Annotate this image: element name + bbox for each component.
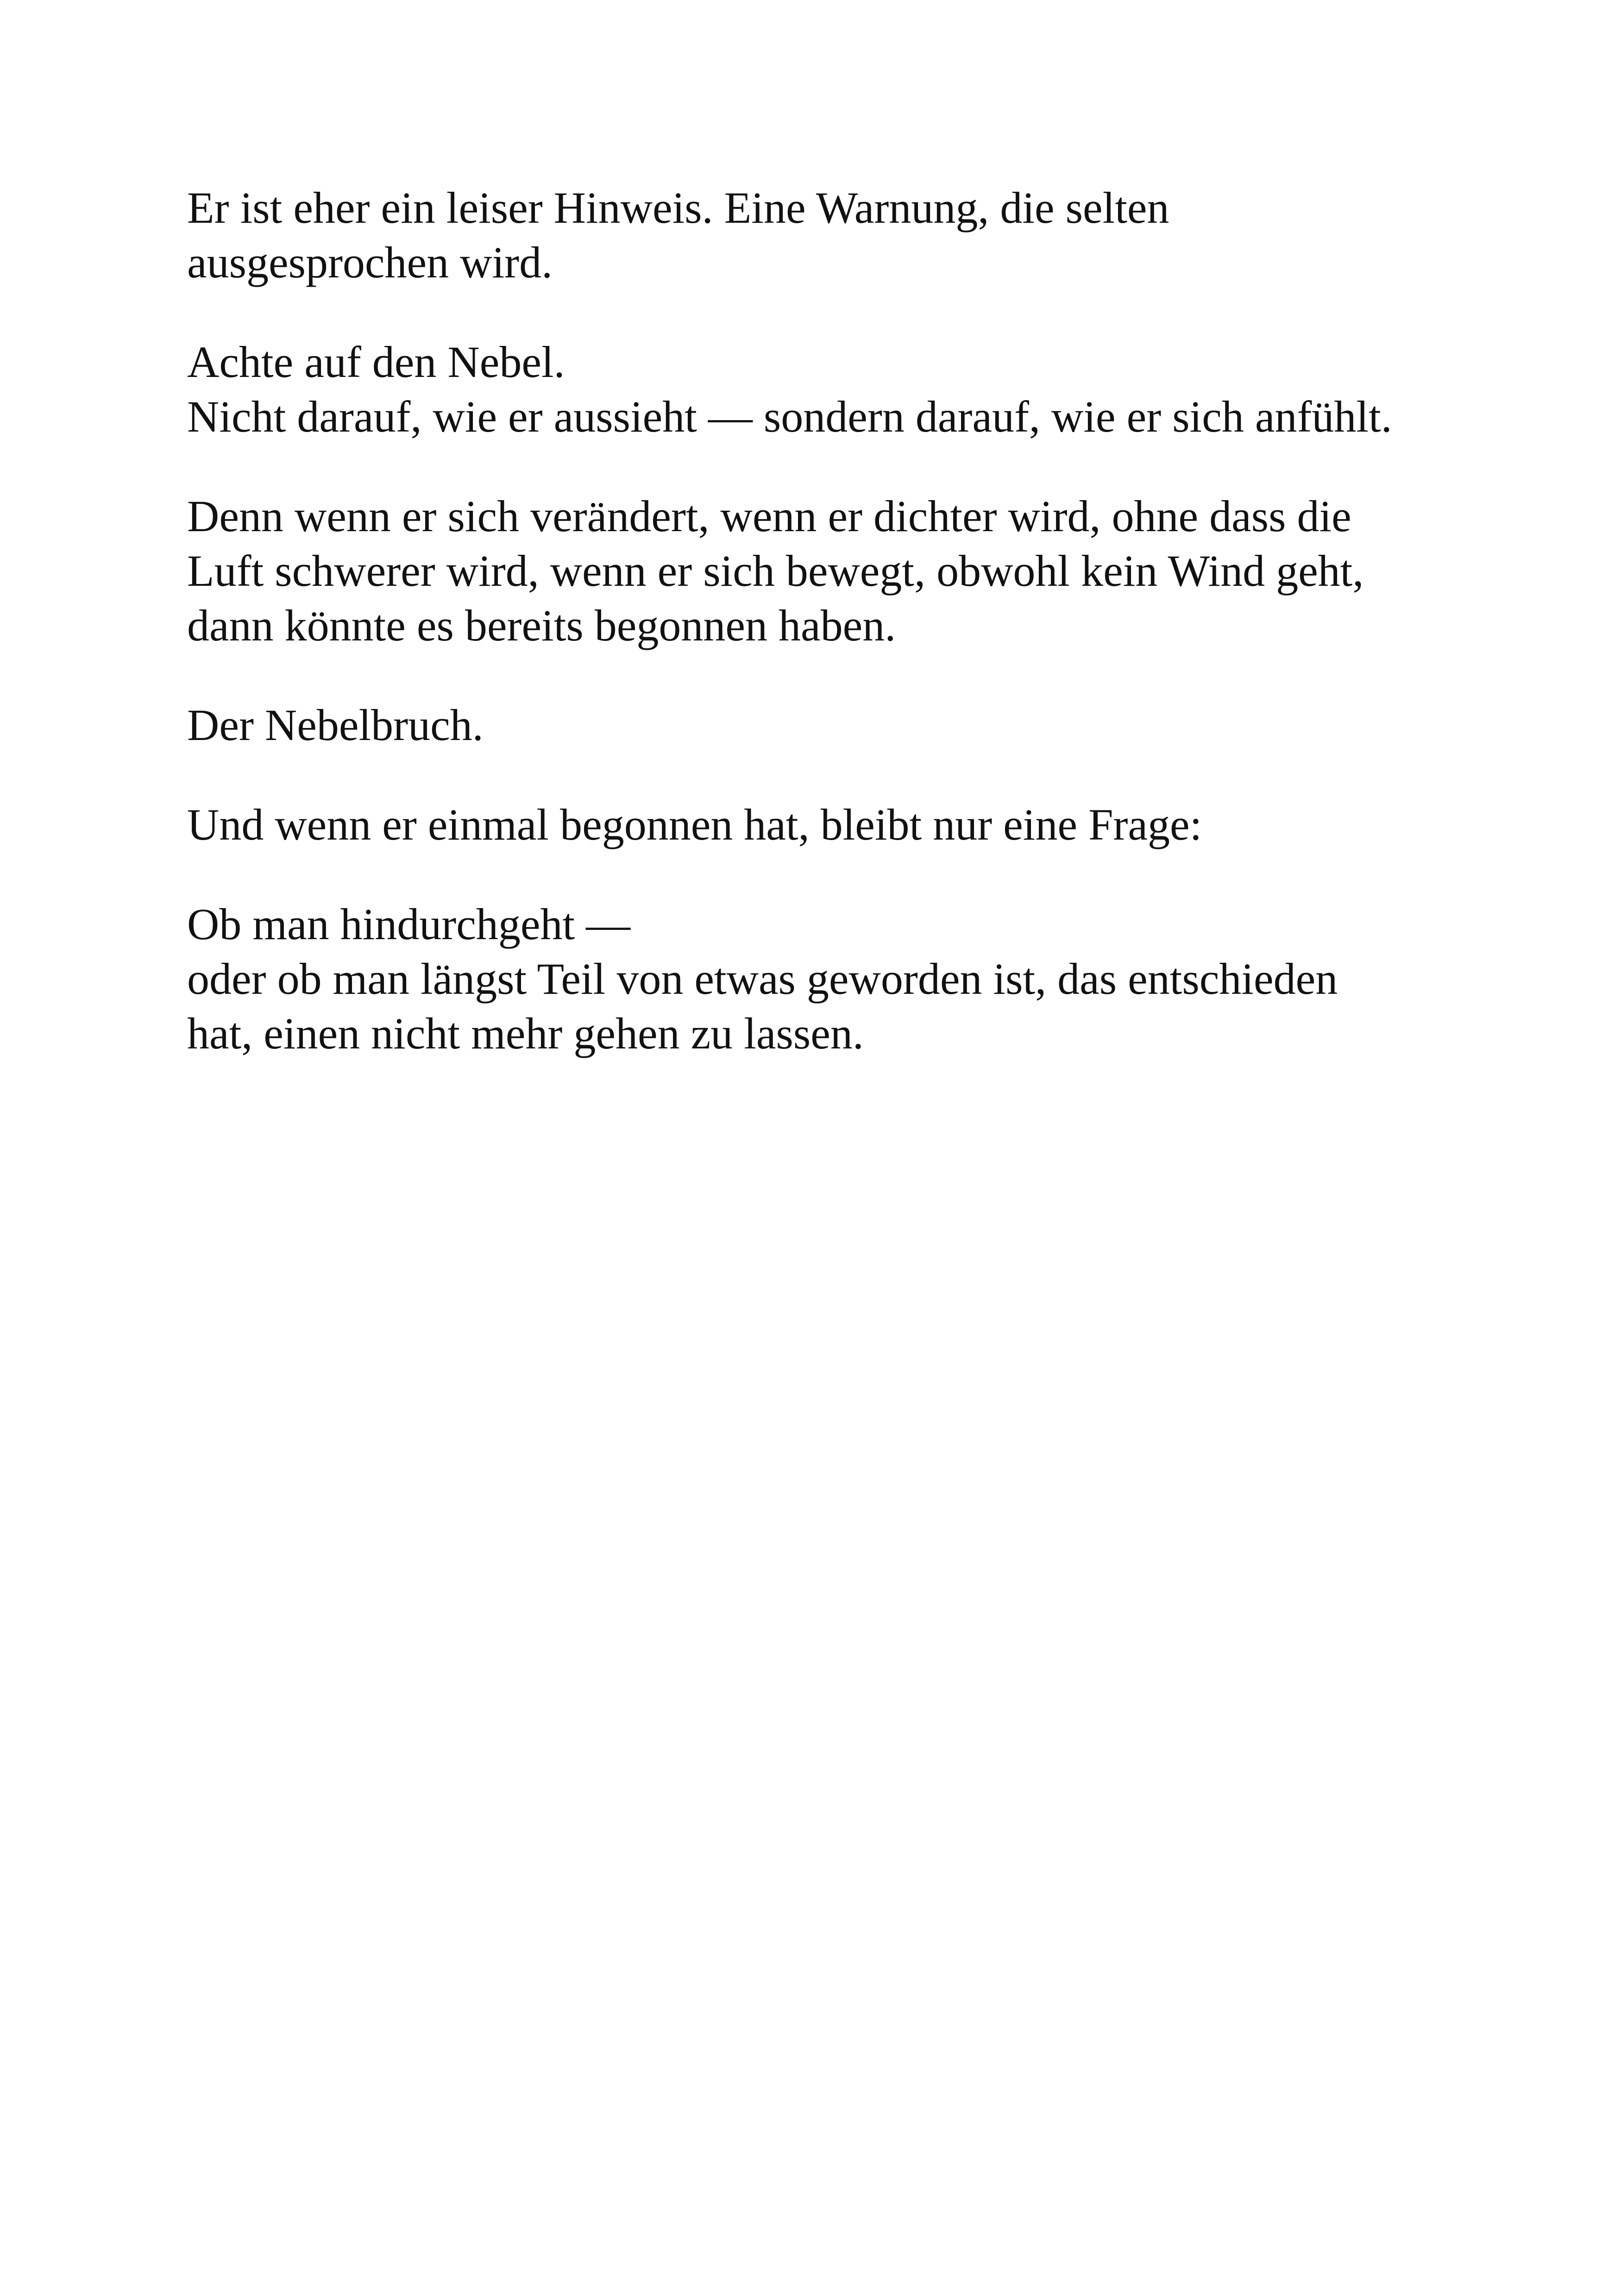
text-line: hat, einen nicht mehr gehen zu lassen.: [187, 1009, 864, 1058]
text-line: oder ob man längst Teil von etwas geworden ist, das entschieden: [187, 954, 1338, 1004]
text-line: Er ist eher ein leiser Hinweis. Eine Warnung, die selten: [187, 183, 1169, 232]
text-line: ausgesprochen wird.: [187, 238, 553, 287]
text-line: Und wenn er einmal begonnen hat, bleibt nur eine Frage:: [187, 800, 1202, 849]
paragraph-6: [187, 897, 1484, 1061]
text-line: dann könnte es bereits begonnen haben.: [187, 601, 896, 650]
text-line: Achte auf den Nebel.: [187, 337, 565, 387]
paragraph-1: [187, 181, 1484, 290]
paragraph-4: [187, 698, 1484, 753]
text-line: Ob man hindurchgeht —: [187, 899, 631, 949]
text-line: Der Nebelbruch.: [187, 700, 484, 750]
body-text: [187, 181, 1484, 1106]
text-line: Denn wenn er sich verändert, wenn er dichter wird, ohne dass die: [187, 491, 1351, 541]
paragraph-5: [187, 797, 1484, 852]
text-line: Luft schwerer wird, wenn er sich bewegt, obwohl kein Wind geht,: [187, 546, 1364, 596]
paragraph-3: [187, 489, 1484, 653]
paragraph-2: [187, 335, 1484, 444]
text-line: Nicht darauf, wie er aussieht — sondern darauf, wie er sich anfühlt.: [187, 392, 1392, 441]
